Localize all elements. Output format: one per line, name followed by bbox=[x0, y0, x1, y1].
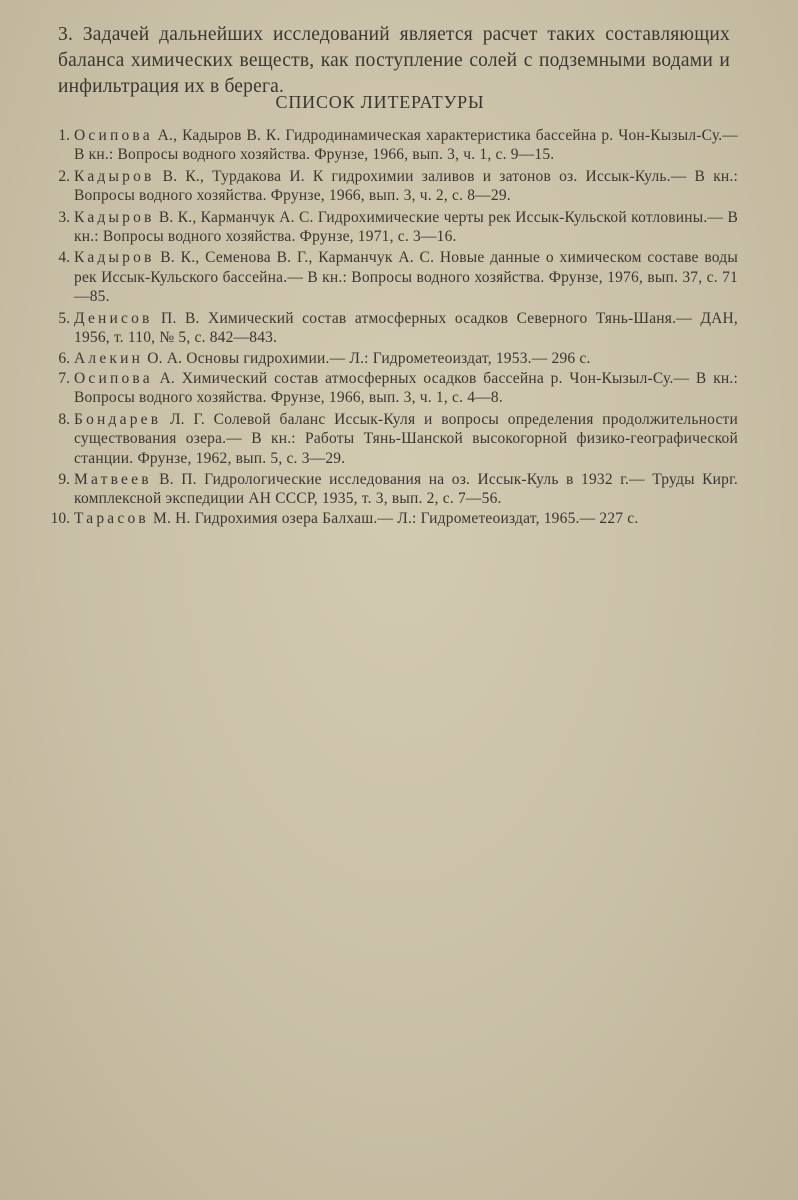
conclusion-paragraph: 3. Задачей дальнейших исследований является расчет таких составляющих баланса химических веществ, как поступление солей с подземными водами и инфильтрация их в берега. bbox=[58, 23, 730, 97]
reference-item bbox=[48, 509, 738, 528]
reference-author: Кадыров bbox=[74, 249, 155, 267]
reference-text: В. П. Гидрологические исследования на оз. Иссык-Куль в 1932 г.— Труды Кирг. комплексной экспедиции АН СССР, 1935, т. 3, вып. 2, с. 7—56. bbox=[74, 470, 738, 508]
reference-text: А. Химический состав атмосферных осадков бассейна р. Чон-Кызыл-Су.— В кн.: Вопросы водного хозяйства. Фрунзе, 1966, вып. 3, ч. 1, с. 4—8. bbox=[74, 369, 738, 407]
reference-item bbox=[48, 208, 738, 247]
reference-author: Тарасов bbox=[74, 509, 149, 527]
reference-text: В. К., Турдакова И. К гидрохимии заливов и затонов оз. Иссык-Куль.— В кн.: Вопросы водного хозяйства. Фрунзе, 1966, вып. 3, ч. 2, с. 8—29. bbox=[74, 167, 738, 205]
reference-number: 9. bbox=[58, 470, 70, 488]
references-list bbox=[48, 126, 738, 528]
reference-author: Осипова bbox=[74, 369, 153, 387]
reference-number: 10. bbox=[50, 509, 70, 527]
reference-text: В. К., Карманчук А. С. Гидрохимические черты рек Иссык-Кульской котловины.— В кн.: Вопросы водного хозяйства. Фрунзе, 1971, с. 3—16. bbox=[74, 208, 738, 246]
references-heading: СПИСОК ЛИТЕРАТУРЫ bbox=[275, 92, 485, 112]
reference-number: 5. bbox=[58, 309, 70, 327]
reference-number: 7. bbox=[58, 369, 70, 387]
reference-text: Л. Г. Солевой баланс Иссык-Куля и вопросы определения продолжительности существования озера.— В кн.: Работы Тянь-Шанской высокогорной физико-географической станции. Фрунзе, 1962, вып. 5, с. 3—29. bbox=[74, 410, 738, 467]
reference-item bbox=[48, 410, 738, 468]
reference-author: Кадыров bbox=[74, 167, 155, 185]
reference-item bbox=[48, 248, 738, 306]
reference-number: 3. bbox=[58, 208, 70, 226]
reference-author: Матвеев bbox=[74, 470, 152, 488]
reference-item bbox=[48, 349, 738, 368]
reference-text: А., Кадыров В. К. Гидродинамическая характеристика бассейна р. Чон-Кызыл-Су.— В кн.: Вопросы водного хозяйства. Фрунзе, 1966, вып. 3, ч. 1, с. 9—15. bbox=[74, 127, 738, 164]
reference-author: Алекин bbox=[74, 350, 144, 368]
reference-author: Бондарев bbox=[74, 410, 162, 428]
reference-number: 8. bbox=[58, 410, 70, 428]
reference-author: Денисов bbox=[74, 309, 153, 327]
reference-text: П. В. Химический состав атмосферных осадков Северного Тянь-Шаня.— ДАН, 1956, т. 110, № 5, с. 842—843. bbox=[74, 309, 738, 347]
reference-item bbox=[48, 309, 738, 348]
reference-number: 4. bbox=[58, 249, 70, 267]
reference-text: В. К., Семенова В. Г., Карманчук А. С. Новые данные о химическом составе воды рек Иссык-Кульского бассейна.— В кн.: Вопросы водного хозяйства. Фрунзе, 1976, вып. 37, с. 71—85. bbox=[74, 249, 738, 306]
reference-number: 1. bbox=[58, 127, 70, 144]
reference-text: М. Н. Гидрохимия озера Балхаш.— Л.: Гидрометеоиздат, 1965.— 227 с. bbox=[148, 509, 639, 527]
reference-author: Осипова bbox=[74, 127, 153, 144]
reference-item bbox=[48, 470, 738, 509]
reference-text: О. А. Основы гидрохимии.— Л.: Гидрометеоиздат, 1953.— 296 с. bbox=[143, 350, 591, 368]
reference-author: Кадыров bbox=[74, 208, 155, 226]
reference-item bbox=[48, 126, 738, 165]
reference-number: 2. bbox=[58, 167, 70, 185]
reference-item bbox=[48, 369, 738, 408]
reference-item bbox=[48, 167, 738, 206]
reference-number: 6. bbox=[58, 350, 70, 368]
